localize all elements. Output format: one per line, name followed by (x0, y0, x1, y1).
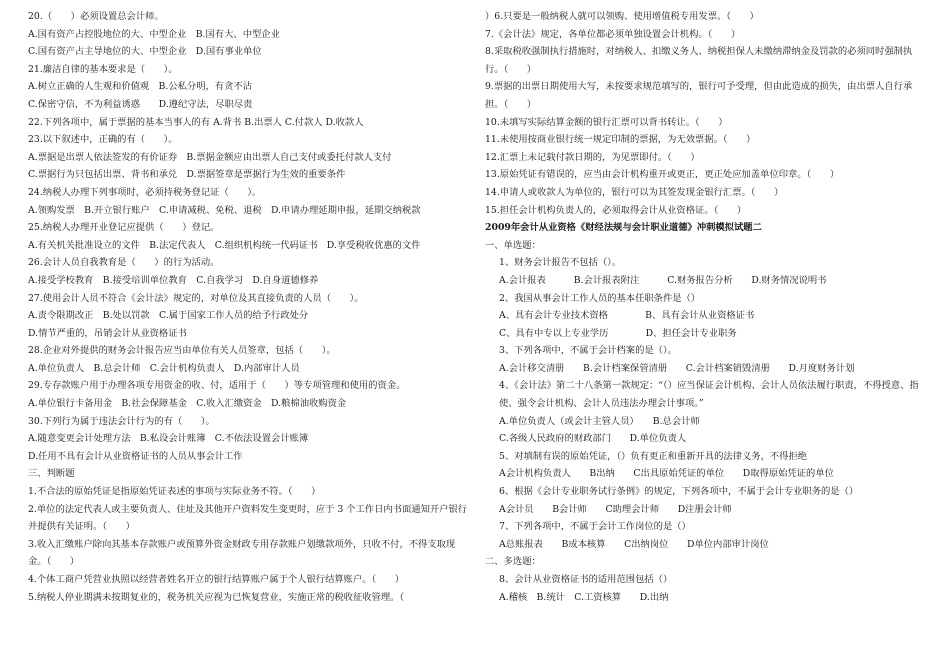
text-line: 5、对填制有误的原始凭证，（）负有更正和重新开具的法律义务，不得拒绝 (499, 450, 808, 462)
text-line: C.保密守信，不为利益诱惑 D.遵纪守法，尽职尽责 (28, 98, 253, 110)
text-line: 3、下列各项中，不属于会计档案的是（）。 (499, 345, 677, 357)
text-line: 2、我国从事会计工作人员的基本任职条件是（） (499, 292, 701, 304)
text-line: A会计机构负责人 B出纳 C出具原始凭证的单位 D取得原始凭证的单位 (499, 468, 834, 480)
text-line: C、具有中专以上专业学历 D、担任会计专业职务 (499, 327, 737, 339)
text-line: 29.专存款账户用于办理各项专用资金的收、付，适用于（ ）等专项管理和使用的资金。 (28, 380, 406, 392)
text-line: C.各级人民政府的财政部门 D.单位负责人 (499, 433, 687, 445)
section-heading: 二、多选题： (485, 556, 541, 568)
text-line: 1.不合法的原始凭证是指原始凭证表述的事项与实际业务不符。（ ） (28, 486, 321, 498)
exam-title: 2009年会计从业资格《财经法规与会计职业道德》冲刺模拟试题二 (485, 222, 762, 234)
text-line: 2.单位的法定代表人或主要负责人、住址及其他开户资料发生变更时，应于 3 个工作日内书面通知开户银行并提供有关证明。（ ） (28, 503, 468, 533)
text-line: 9.票据的出票日期使用大写，未按要求规范填写的，银行可予受理，但由此造成的损失，由出票人自行承担。（ ） (485, 81, 913, 110)
text-line: 21.廉洁自律的基本要求是（ ）。 (28, 63, 178, 75)
text-line: A总账报表 B成本核算 C出纳岗位 D单位内部审计岗位 (499, 538, 769, 550)
text-line: A.树立正确的人生观和价值观 B.公私分明，有贪不沾 (28, 81, 252, 93)
text-line: A.领购发票 B.开立银行账户 C.申请减税、免税、退税 D.申请办理延期申报，延期交纳税款 (28, 204, 421, 216)
text-line: 6、根据《会计专业职务试行条例》的规定，下列各项中，不属于会计专业职务的是（） (499, 486, 859, 498)
section-heading: 三、判断题 (28, 468, 75, 480)
text-line: C.票据行为只包括出票、背书和承兑 D.票据签章是票据行为生效的重要条件 (28, 169, 346, 181)
text-line: A.随意变更会计处理方法 B.私设会计账簿 C.不依法设置会计账簿 (28, 433, 309, 445)
text-line: 25.纳税人办理开业登记应提供（ ）登记。 (28, 222, 220, 234)
text-line: 4.个体工商户凭营业执照以经营者姓名开立的银行结算账户属于个人银行结算账户。（ ） (28, 574, 405, 585)
text-line: A、具有会计专业技术资格 B、具有会计从业资格证书 (499, 310, 755, 322)
text-line: D.情节严重的，吊销会计从业资格证书 (28, 327, 187, 339)
text-line: ）6.只要是一般纳税人就可以领购、使用增值税专用发票。（ ） (485, 11, 759, 22)
text-line: 22.下列各项中，属于票据的基本当事人的有 A.背书 B.出票人 C.付款人 D.收款人 (28, 116, 364, 128)
text-line: 24.纳税人办理下列事项时，必须持税务登记证（ ）。 (28, 186, 262, 198)
text-line: A.会计报表 B.会计报表附注 C.财务报告分析 D.财务情况说明书 (499, 274, 827, 286)
section-heading: 一、单选题： (485, 239, 541, 251)
text-line: 23.以下叙述中，正确的有（ ）。 (28, 134, 178, 146)
text-line: 14.申请人或收款人为单位的，银行可以为其签发现金银行汇票。（ ） (485, 186, 784, 198)
text-line: A.稽核 B.统计 C.工资核算 D.出纳 (499, 591, 669, 603)
text-line: 7、下列各项中，不属于会计工作岗位的是（） (499, 521, 691, 533)
text-line: 30.下列行为属于违法会计行为的有（ ）。 (28, 415, 215, 427)
text-line: C.国有资产占主导地位的大、中型企业 D.国有事业单位 (28, 46, 262, 58)
text-line: 4、《会计法》第二十八条第一款规定：“（）应当保证会计机构、会计人员依法履行职责，不得授意、指使、强令会计机构、会计人员违法办理会计事项。” (499, 380, 919, 410)
text-line: 12.汇票上未记载付款日期的，为见票即付。（ ） (485, 151, 700, 163)
text-line: A.责令限期改正 B.处以罚款 C.属于国家工作人员的给予行政处分 (28, 310, 309, 322)
text-line: A会计员 B会计师 C助理会计师 D注册会计师 (499, 503, 732, 515)
text-line: 28.企业对外提供的财务会计报告应当由单位有关人员签章，包括（ ）。 (28, 345, 336, 357)
text-line: 13.原始凭证有错误的，应当由会计机构重开或更正，更正处应加盖单位印章。（ ） (485, 169, 840, 181)
text-line: A.票据是出票人依法签发的有价证券 B.票据金额应由出票人自己支付或委托付款人支付 (28, 151, 392, 163)
text-line: A.会计移交清册 B.会计档案保管清册 C.会计档案销毁清册 D.月度财务计划 (499, 362, 855, 374)
text-line: A.单位负责人（或会计主管人员） B.总会计师 (499, 415, 700, 427)
text-line: A.接受学校教育 B.接受培训单位教育 C.自我学习 D.自身道德修养 (28, 274, 319, 286)
text-line: A.单位负责人 B.总会计师 C.会计机构负责人 D.内部审计人员 (28, 362, 300, 374)
text-line: 7.《会计法》规定，各单位都必须单独设置会计机构。（ ） (485, 28, 741, 40)
text-line: 27.使用会计人员不符合《会计法》规定的，对单位及其直接负责的人员（ ）。 (28, 292, 364, 304)
right-column (485, 8, 925, 606)
text-line: A.单位银行卡备用金 B.社会保障基金 C.收入汇缴资金 D.粮棉油收购资金 (28, 398, 347, 410)
text-line: A.有关机关批准设立的文件 B.法定代表人 C.组织机构统一代码证书 D.享受税收优惠的文件 (28, 239, 421, 251)
text-line: 20.（ ）必须设置总会计师。 (28, 11, 164, 22)
text-line: 8、会计从业资格证书的适用范围包括（） (499, 574, 673, 585)
text-line: 3.收入汇缴账户除向其基本存款账户或预算外资金财政专用存款账户划缴款项外，只收不付，不得支取现金。（ ） (28, 538, 456, 568)
text-line: 10.未填写实际结算金额的银行汇票可以背书转让。（ ） (485, 116, 728, 128)
text-line: A.国有资产占控股地位的大、中型企业 B.国有大、中型企业 (28, 28, 280, 40)
text-line: 11.未使用按商业银行统一规定印制的票据，为无效票据。（ ） (485, 134, 756, 146)
text-line: 26.会计人员自我教育是（ ）的行为活动。 (28, 257, 220, 269)
text-line: 5.纳税人停业期满未按期复业的，税务机关应视为已恢复营业，实施正常的税收征收管理。（ (28, 591, 405, 603)
text-line: 1、财务会计报告不包括（）。 (499, 257, 622, 269)
text-line: 8.采取税收强制执行措施时，对纳税人、扣缴义务人、纳税担保人未缴纳滞纳金及罚款的必须同时强制执行。（ ） (485, 46, 913, 75)
left-column (28, 8, 470, 606)
text-line: D.任用不具有会计从业资格证书的人员从事会计工作 (28, 450, 243, 462)
text-line: 15.担任会计机构负责人的，必须取得会计从业资格证。（ ） (485, 204, 747, 216)
